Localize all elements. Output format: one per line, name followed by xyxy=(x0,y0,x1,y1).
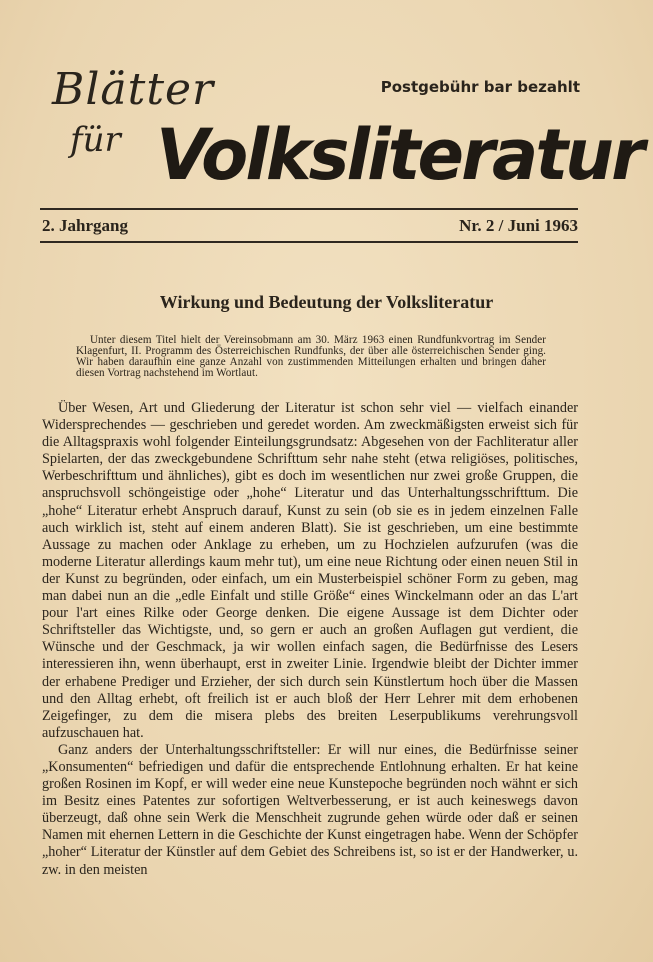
volume-label: 2. Jahrgang xyxy=(42,216,128,235)
postage-note: Postgebühr bar bezahlt xyxy=(380,78,580,96)
article-paragraph: Ganz anders der Unterhaltungsschriftsteller: Er will nur eines, die Bedürfnisse seiner „Konsumenten“ befriedigen und dafür die entsprechende Entlohnung erhalten. Er hat keine großen Rosinen im Kopf, er will weder eine neue Kunstepoche begründen noch wähnt er sich im Besitz eines Patentes zur sofortigen Weltverbesserung, er ist auch keineswegs davon überzeugt, daß ohne sein Werk die Menschheit zugrunde gehen würde oder daß er seinen Namen mit ehernen Lettern in die Geschichte der Kunst eingetragen habe. Wenn der Schöpfer „hoher“ Literatur der Künstler auf dem Gebiet des Schreibens ist, so ist er der Handwerker, u. zw. in den meisten xyxy=(42,741,578,878)
masthead-title-line1: Blätter xyxy=(52,64,215,115)
masthead-bottom-rule xyxy=(40,241,578,243)
masthead-title-main: Volksliteratur xyxy=(156,114,642,196)
masthead-title-line2: für xyxy=(70,120,121,160)
issue-info xyxy=(40,214,578,240)
issue-number: Nr. 2 / Juni 1963 xyxy=(459,216,578,235)
article-intro: Unter diesem Titel hielt der Vereinsobmann am 30. März 1963 einen Rundfunkvortrag im Sender Klagenfurt, II. Programm des Österreichischen Rundfunks, der über alle österreichischen Sender ging. Wir haben daraufhin eine ganze Anzahl von zustimmenden Mitteilungen erhalten und bringen daher diesen Vortrag nachstehend im Wortlaut. xyxy=(76,334,546,379)
article-body xyxy=(42,400,578,879)
article-title: Wirkung und Bedeutung der Volksliteratur xyxy=(159,292,494,312)
masthead xyxy=(40,60,642,205)
article-paragraph: Über Wesen, Art und Gliederung der Literatur ist schon sehr viel — vielfach einander Widersprechendes — geschrieben und geredet worden. Am zweckmäßigsten erweist sich für die Alltagspraxis wohl folgender Einteilungsgrundsatz: Abgesehen von der Fachliteratur aller Spielarten, der das zweckgebundene Schrifttum sehr nahe steht (etwa religiöses, politisches, Werbeschrifttum und ähnliches), gibt es doch im wesentlichen nur zwei große Gruppen, die anspruchsvoll schöngeistige oder „hohe“ Literatur und das Unterhaltungsschrifttum. Die „hohe“ Literatur erhebt Anspruch darauf, Kunst zu sein (ob sie es in jedem einzelnen Falle auch wirklich ist, steht auf einem anderen Blatt). Sie ist geschrieben, um eine bestimmte Aussage zu machen oder Anklage zu erheben, um zu Hochzielen aufzurufen (was die moderne Literatur allerdings kaum mehr tut), um eine neue Richtung oder einen neuen Stil in der Kunst zu begründen, oder einfach, um ein Musterbeispiel schöner Form zu geben, mag man dabei nun an die „edle Einfalt und stille Größe“ eines Winckelmann oder an das L'art pour l'art eines Rilke oder George denken. Die eigene Aussage ist dem Dichter oder Schriftsteller das Wichtigste, und, so gern er auch an großen Auflagen gut verdient, die Wünsche und der Geschmack, ja wir wollen einfach sagen, die Bedürfnisse des Lesers interessieren ihn, wenn überhaupt, erst in zweiter Linie. Irgendwie bleibt der Dichter immer der erhabene Prediger und Erzieher, der sich durch sein Künstlertum hoch über die Massen und den Alltag erhebt, oft freilich ist er auch bloß der Herr Lehrer mit dem erhobenen Zeigefinger, zu dem die misera plebs des breiten Leserpublikums verehrungsvoll aufzuschauen hat. xyxy=(42,400,578,741)
masthead-top-rule xyxy=(40,208,578,210)
